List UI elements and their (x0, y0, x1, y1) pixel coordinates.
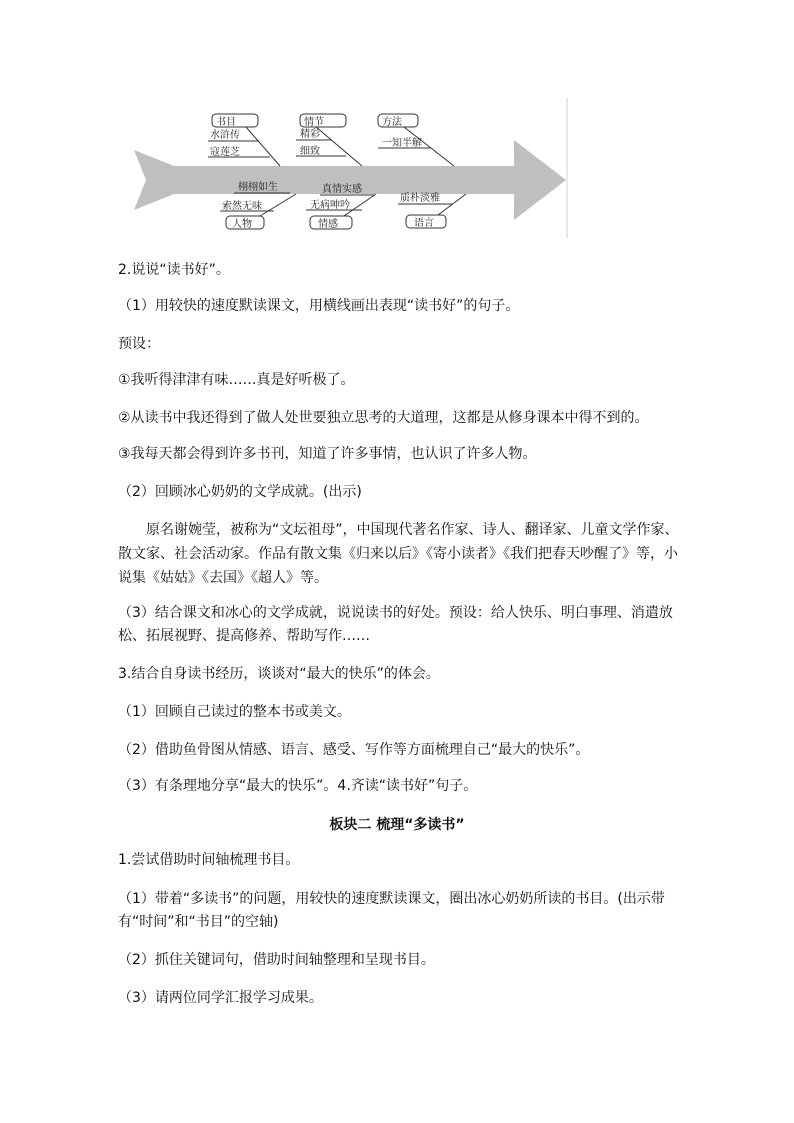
fishbone-box-top-1-label: 书目 (216, 117, 236, 128)
paragraph: （1）回顾自己读过的整本书或美文。 (118, 704, 351, 720)
section-heading-1: 1.尝试借助时间轴梳理书目。 (118, 852, 300, 868)
fishbone-branch-6: 栩栩如生 (238, 182, 278, 193)
paragraph: （2）抓住关键词句，借助时间轴整理和呈现书目。 (118, 952, 435, 968)
fishbone-box-bottom-1-label: 人物 (232, 219, 252, 230)
paragraph: （1）用较快的速度默读课文，用横线画出表现“读书好”的句子。 (118, 298, 520, 314)
fishbone-spine (134, 140, 566, 220)
paragraph: （2）借助鱼骨图从情感、语言、感受、写作等方面梳理自己“最大的快乐”。 (118, 742, 590, 758)
list-item: ③我每天都会得到许多书刊，知道了许多事情，也认识了许多人物。 (118, 446, 537, 462)
fishbone-branch-3: 精彩 (300, 129, 320, 140)
section-heading-3: 3.结合自身读书经历，谈谈对“最大的快乐”的体会。 (118, 666, 440, 682)
paragraph: （3）结合课文和冰心的文学成就，说说读书的好处。预设：给人快乐、明白事理、消遣放松、拓展视野、提高修养、帮助写作…… (118, 605, 673, 644)
list-item: ②从读书中我还得到了做人处世要独立思考的大道理，这都是从修身课本中得不到的。 (118, 410, 649, 426)
fishbone-branch-8: 真情实感 (322, 184, 362, 195)
paragraph: （1）带着“多读书”的问题，用较快的速度默读课文，圈出冰心奶奶所读的书目。(出示带有“时间”和“书目”的空轴) (118, 891, 665, 930)
block-title: 板块二 梳理“多读书” (329, 817, 465, 833)
fishbone-branch-5: 一知半解 (382, 138, 422, 149)
fishbone-diagram (130, 98, 570, 240)
fishbone-branch-1: 水浒传 (210, 130, 240, 141)
paragraph: （2）回顾冰心奶奶的文学成就。(出示) (118, 484, 362, 500)
paragraph: （3）请两位同学汇报学习成果。 (118, 990, 323, 1006)
section-heading-2: 2.说说“读书好”。 (118, 262, 230, 278)
paragraph: （3）有条理地分享“最大的快乐”。4.齐读“读书好”句子。 (118, 778, 478, 794)
paragraph: 预设： (118, 336, 160, 352)
fishbone-box-top-3-label: 方法 (382, 117, 402, 128)
fishbone-branch-7: 索然无味 (222, 201, 262, 212)
fishbone-box-bottom-3-label: 语言 (414, 218, 434, 229)
fishbone-branch-9: 无病呻吟 (310, 200, 350, 211)
paragraph-bio: 原名谢婉莹，被称为“文坛祖母”，中国现代著名作家、诗人、翻译家、儿童文学作家、散文家、社会活动家。作品有散文集《归来以后》《寄小读者》《我们把春天吵醒了》等，小说集《姑姑》《去国》《超人》等。 (118, 522, 679, 586)
fishbone-branch-4: 细致 (300, 146, 320, 157)
fishbone-box-bottom-2-label: 情感 (318, 219, 338, 230)
fishbone-branch-10: 质朴淡雅 (400, 193, 440, 204)
fishbone-branch-2: 寇莲芝 (210, 147, 240, 158)
list-item: ①我听得津津有味……真是好听极了。 (118, 372, 355, 388)
fishbone-box-top-2-label: 情节 (304, 117, 324, 128)
